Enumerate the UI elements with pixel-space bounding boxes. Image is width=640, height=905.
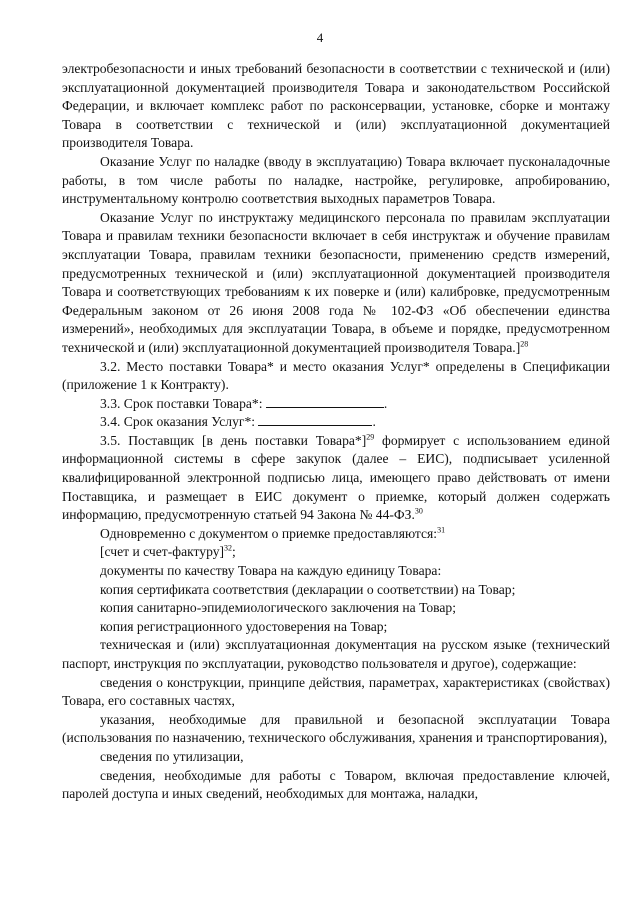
footnote-ref: 28: [520, 339, 529, 349]
paragraph-commissioning: Оказание Услуг по наладке (вводу в эксплуатацию) Товара включает пусконаладочные работы, в том числе работы по наладке, настройке, регулировке, апробированию, инструментальному контролю соответствия выходных параметров Товара.: [62, 153, 610, 207]
list-item-tech-docs: техническая и (или) эксплуатационная документация на русском языке (технический паспорт, инструкция по эксплуатации, руководство пользователя и другое), содержащие:: [62, 637, 610, 671]
paragraph-3-4-service-term: 3.4. Срок оказания Услуг*: .: [100, 414, 376, 430]
footnote-ref: 29: [366, 432, 375, 442]
paragraph-installation-cont: электробезопасности и иных требований безопасности в соответствии с технической и (или) эксплуатационной документацией производителя Товара и законодательством Российской Федерации, и включает комплекс работ по расконсервации, установке, сборке и монтажу Товара в соответствии с технической и (или) эксплуатационной документацией производителя Товара.: [62, 61, 610, 151]
paragraph-3-3-delivery-term: 3.3. Срок поставки Товара*: .: [100, 395, 388, 411]
paragraph-training: Оказание Услуг по инструктажу медицинского персонала по правилам эксплуатации Товара и правилам техники безопасности включает в себя инструктаж и обучение правилам эксплуатации Товара, правилам техники безопасности, применению средств измерений, предусмотренных технической и (или) эксплуатационной документацией производителя Товара и соответствующих требованиям к их поверке и (или) калибровке, предусмотренным Федеральным законом от 26 июня 2008 года № 102-ФЗ «Об обеспечении единства измерений», необходимых для эксплуатации Товара, в объеме и порядке, предусмотренном технической и (или) эксплуатационной документацией производителя Товара.]$^{28}$: [62, 209, 610, 355]
service-term-blank: [258, 413, 372, 426]
footnote-ref: 31: [437, 525, 446, 535]
paragraph-3-2-delivery-place: 3.2. Место поставки Товара* и место оказания Услуг* определены в Спецификации (приложение 1 к Контракту).: [62, 358, 610, 393]
list-item-certificate: копия сертификата соответствия (декларации о соответствии) на Товар;: [100, 581, 516, 597]
list-item-construction-info: сведения о конструкции, принципе действия, параметрах, характеристиках (свойствах) Товара, его составных частях,: [62, 674, 610, 709]
list-item-disposal: сведения по утилизации,: [100, 748, 244, 764]
page-number: 4: [316, 30, 324, 45]
delivery-term-blank: [266, 395, 384, 408]
list-item-registration: копия регистрационного удостоверения на Товар;: [100, 618, 388, 634]
document-body: [62, 60, 610, 804]
list-item-invoice: [счет и счет-фактуру]$^{32}$;: [100, 543, 236, 560]
list-item-work-info: сведения, необходимые для работы с Товаром, включая предоставление ключей, паролей доступа и иных сведений, необходимых для монтажа, наладки,: [62, 767, 610, 802]
paragraph-simultaneously: Одновременно с документом о приемке предоставляются:$^{31}$: [100, 525, 446, 541]
list-item-operation-instructions: указания, необходимые для правильной и безопасной эксплуатации Товара (использования по назначению, технического обслуживания, хранения и транспортирования),: [62, 711, 610, 746]
paragraph-3-5-acceptance: 3.5. Поставщик [в день поставки Товара*]$^{29}$ формирует с использованием единой информационной системы в сфере закупок (далее – ЕИС), подписывает усиленной квалифицированной электронной подписью лица, имеющего право действовать от имени Поставщика, и размещает в ЕИС документ о приемке, который должен содержать информацию, предусмотренную статьей 94 Закона № 44-ФЗ.$^{30}$: [62, 432, 610, 523]
footnote-ref: 32: [224, 543, 233, 553]
list-item-quality-docs: документы по качеству Товара на каждую единицу Товара:: [100, 563, 442, 579]
list-item-sanitary: копия санитарно-эпидемиологического заключения на Товар;: [100, 600, 457, 616]
footnote-ref: 30: [414, 506, 423, 516]
